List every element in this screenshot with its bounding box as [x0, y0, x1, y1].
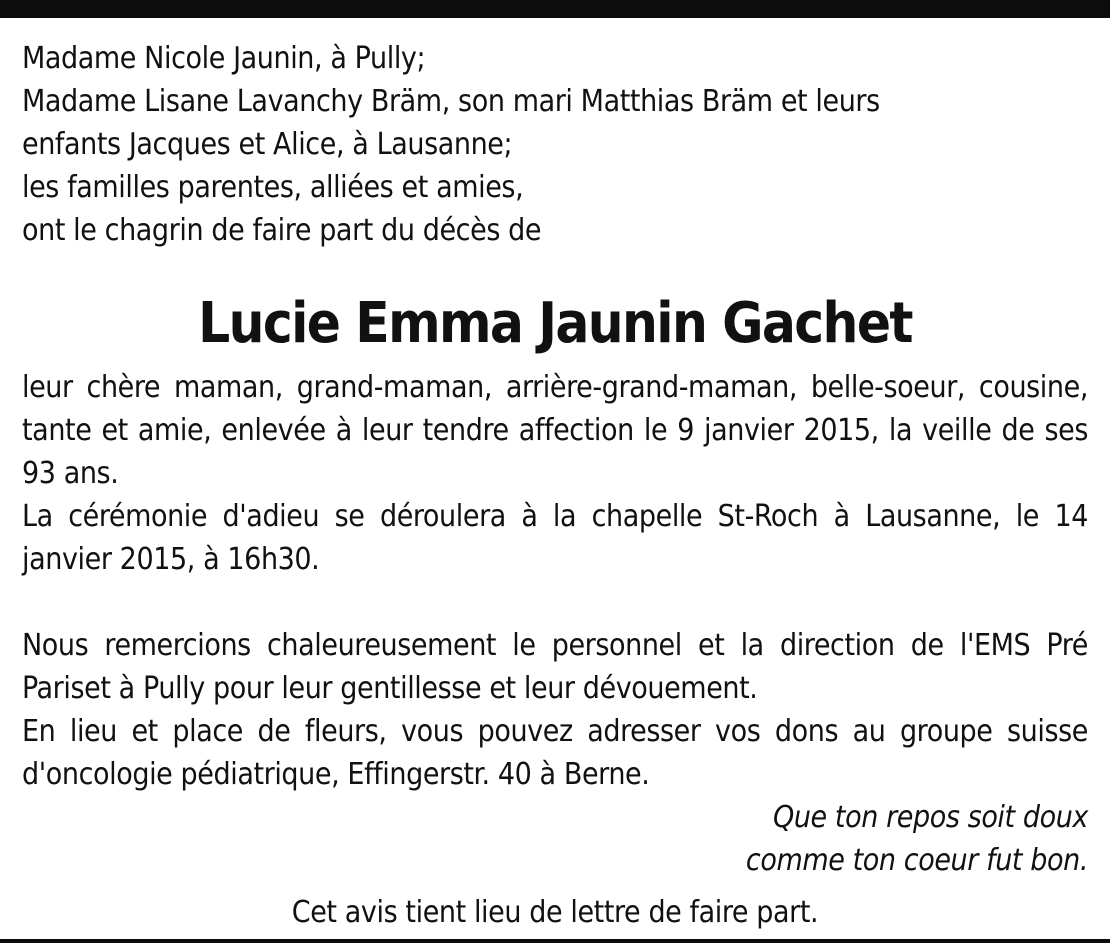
mourner-line: Madame Nicole Jaunin, à Pully;	[22, 41, 426, 76]
announcement-line: ont le chagrin de faire part du décès de	[22, 213, 542, 248]
thanks-paragraph: Nous remercions chaleureusement le personnel et la direction de l'EMS Pré Pariset à Pully pour leur gentillesse et leur dévouement.	[22, 628, 1088, 706]
mourner-line: les familles parentes, alliées et amies,	[22, 170, 524, 205]
ceremony-paragraph: La cérémonie d'adieu se déroulera à la chapelle St-Roch à Lausanne, le 14 janvier 2015, à 16h30.	[22, 499, 1088, 577]
epitaph	[22, 796, 1088, 882]
epitaph-line: comme ton coeur fut bon.	[745, 843, 1088, 878]
notice-body	[22, 366, 1088, 796]
paragraph-spacer	[22, 581, 1088, 624]
mourner-line: enfants Jacques et Alice, à Lausanne;	[22, 127, 513, 162]
donations-paragraph: En lieu et place de fleurs, vous pouvez adresser vos dons au groupe suisse d'oncologie pédiatrique, Effingerstr. 40 à Berne.	[22, 714, 1088, 792]
mourner-line: Madame Lisane Lavanchy Bräm, son mari Matthias Bräm et leurs	[22, 84, 880, 119]
closing-note: Cet avis tient lieu de lettre de faire part.	[291, 895, 819, 930]
notice-content	[22, 37, 1088, 934]
bottom-border-rule	[0, 939, 1110, 943]
deceased-name: Lucie Emma Jaunin Gachet	[198, 291, 912, 356]
epitaph-line: Que ton repos soit doux	[772, 800, 1088, 835]
tribute-paragraph: leur chère maman, grand-maman, arrière-grand-maman, belle-soeur, cousine, tante et amie, enlevée à leur tendre affection le 9 janvier 2015, la veille de ses 93 ans.	[22, 370, 1088, 491]
top-border-rule	[0, 0, 1110, 18]
mourners-list	[22, 37, 1088, 252]
